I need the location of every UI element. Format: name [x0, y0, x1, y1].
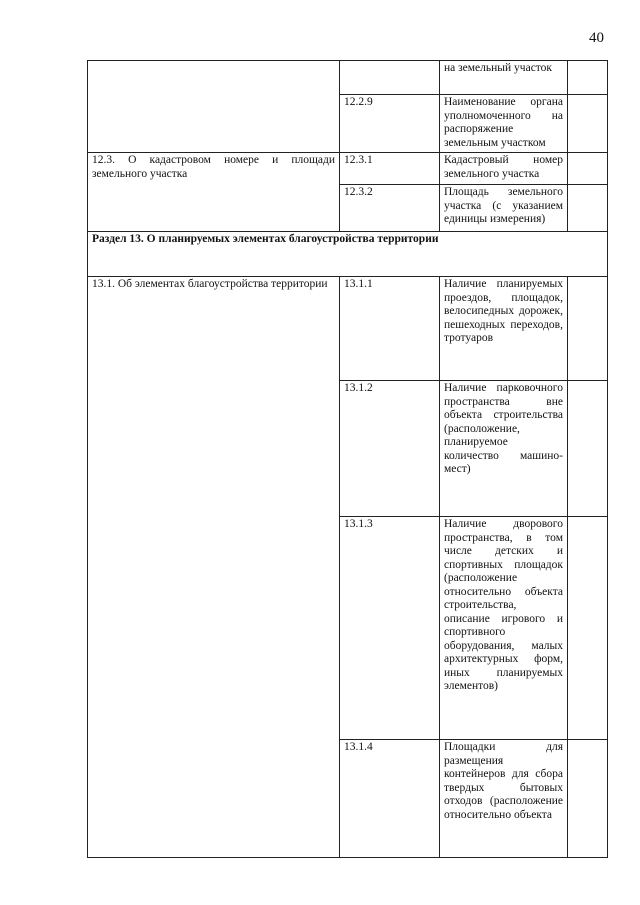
table-row: [88, 277, 608, 381]
page-number: 40: [589, 30, 604, 46]
table-row: [88, 153, 608, 185]
value-cell: [568, 381, 608, 517]
description-cell: Наличие планируемых проездов, площадок, велосипедных дорожек, пешеходных переходов, тротуаров: [440, 277, 568, 381]
description-cell: Площадки для размещения контейнеров для сбора твердых бытовых отходов (расположение относительно объекта: [440, 740, 568, 858]
section-heading: Раздел 13. О планируемых элементах благоустройства территории: [88, 232, 608, 277]
code-cell: 12.3.2: [340, 185, 440, 232]
section-row: [88, 232, 608, 277]
requirements-table: [87, 60, 608, 858]
value-cell: [568, 185, 608, 232]
code-cell: 13.1.3: [340, 517, 440, 740]
description-cell: Кадастровый номер земельного участка: [440, 153, 568, 185]
code-cell: 12.2.9: [340, 95, 440, 153]
code-cell: [340, 61, 440, 95]
description-cell: Наименование органа уполномоченного на распоряжение земельным участком: [440, 95, 568, 153]
value-cell: [568, 95, 608, 153]
code-cell: 13.1.1: [340, 277, 440, 381]
description-cell: на земельный участок: [440, 61, 568, 95]
code-cell: 13.1.4: [340, 740, 440, 858]
value-cell: [568, 740, 608, 858]
description-cell: Наличие парковочного пространства вне объекта строительства (расположение, планируемое количество машино-мест): [440, 381, 568, 517]
value-cell: [568, 61, 608, 95]
description-cell: Площадь земельного участка (с указанием единицы измерения): [440, 185, 568, 232]
value-cell: [568, 277, 608, 381]
left-cell: 12.3. О кадастровом номере и площади земельного участка: [88, 153, 340, 232]
left-cell: 13.1. Об элементах благоустройства территории: [88, 277, 340, 858]
value-cell: [568, 517, 608, 740]
description-cell: Наличие дворового пространства, в том числе детских и спортивных площадок (расположение относительно объекта строительства, описание игрового и спортивного оборудования, малых архитектурных форм, иных планируемых элементов): [440, 517, 568, 740]
code-cell: 13.1.2: [340, 381, 440, 517]
value-cell: [568, 153, 608, 185]
table-row: [88, 61, 608, 95]
code-cell: 12.3.1: [340, 153, 440, 185]
left-cell: [88, 61, 340, 153]
